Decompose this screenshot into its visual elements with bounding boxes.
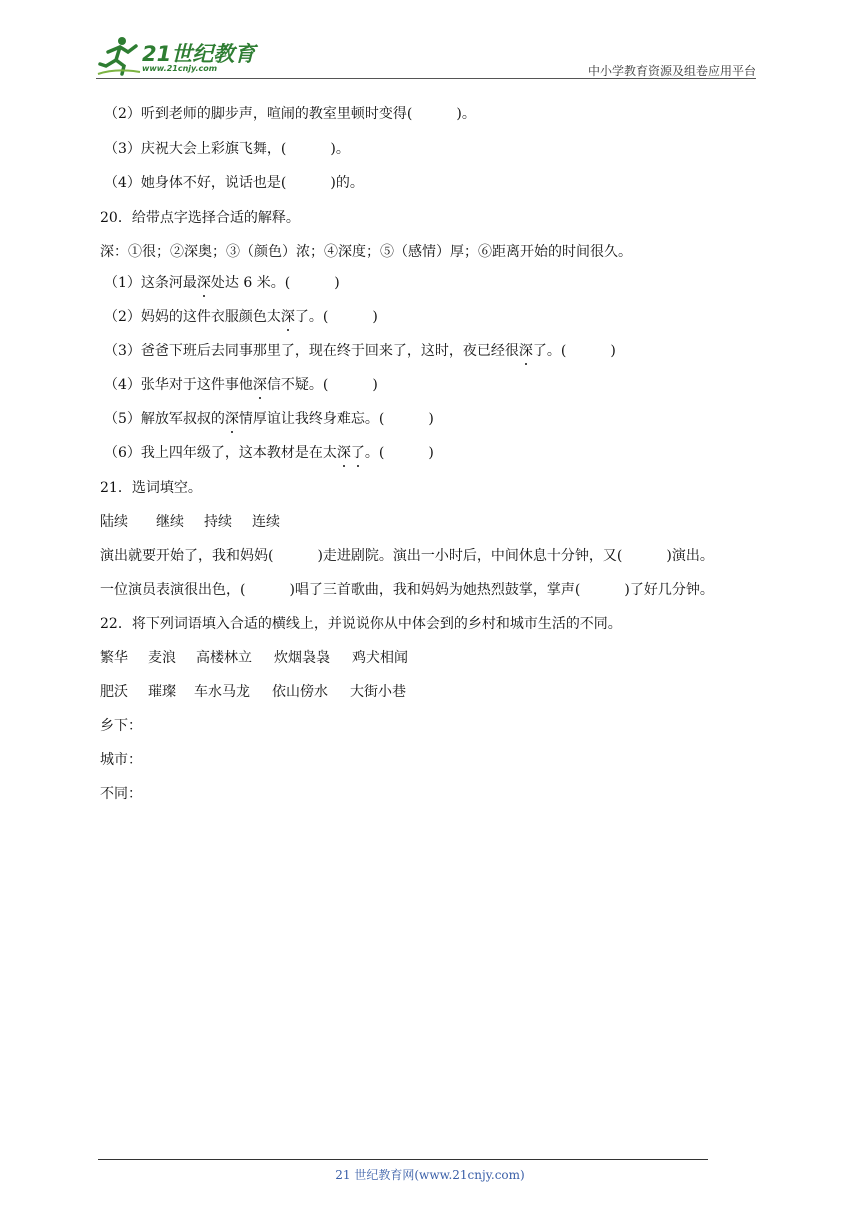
q20-item-1-mid: 处达 6 米。( <box>210 275 291 291</box>
word-option: 繁华 <box>100 650 128 666</box>
q22-difference-label: 不同： <box>100 786 142 802</box>
q21-sentence-1-end: )演出。 <box>666 548 714 564</box>
dotted-character: 了 <box>350 445 365 461</box>
logo-text: 21世纪教育 <box>142 42 256 66</box>
word-option: 肥沃 <box>100 684 128 700</box>
q20-item-3-text: （3）爸爸下班后去同事那里了，现在终于回来了，这时，夜已经很 <box>104 343 519 359</box>
header-divider <box>96 78 756 79</box>
word-option: 炊烟袅袅 <box>274 650 330 666</box>
site-logo <box>96 34 256 76</box>
q20-item-6-text: （6）我上四年级了，这本教材是在太 <box>104 445 337 461</box>
q20-item-4-mid: 信不疑。( <box>266 377 329 393</box>
q20-item-5 <box>104 409 434 429</box>
q20-item-2-text: （2）妈妈的这件衣服颜色太 <box>104 309 281 325</box>
q19-item-3-text: （3）庆祝大会上彩旗飞舞，( <box>104 141 287 157</box>
q19-item-4-text: （4）她身体不好，说话也是( <box>104 175 287 191</box>
platform-name: 中小学教育资源及组卷应用平台 <box>587 64 756 78</box>
q20-item-2-mid: 了。( <box>294 309 329 325</box>
dotted-character: 深 <box>518 343 533 359</box>
runner-logo-icon <box>96 34 144 76</box>
word-option: 车水马龙 <box>194 684 250 700</box>
word-option: 大街小巷 <box>350 684 406 700</box>
q19-item-4-end: )的。 <box>330 175 364 191</box>
q19-item-2 <box>104 104 476 124</box>
q20-options: 深：①很；②深奥；③（颜色）浓；④深度；⑤（感情）厚；⑥距离开始的时间很久。 <box>100 244 632 260</box>
q20-item-4 <box>104 375 378 395</box>
q20-item-1-text: （1）这条河最 <box>104 275 197 291</box>
q21-word-bank <box>100 512 280 532</box>
q20-item-3-end: ) <box>610 343 616 359</box>
q21-sentence-1-text: 演出就要开始了，我和妈妈( <box>100 548 274 564</box>
q20-item-4-text: （4）张华对于这件事他 <box>104 377 253 393</box>
q21-sentence-2-mid: )唱了三首歌曲，我和妈妈为她热烈鼓掌，掌声( <box>289 582 581 598</box>
q19-item-3 <box>104 139 350 159</box>
word-option: 高楼林立 <box>196 650 252 666</box>
word-option: 连续 <box>252 514 280 530</box>
dotted-character: 深 <box>336 445 351 461</box>
page-header <box>96 32 756 78</box>
word-option: 麦浪 <box>148 650 176 666</box>
dotted-character: 深 <box>196 275 211 291</box>
q20-item-6-end: ) <box>428 445 434 461</box>
word-option: 陆续 <box>100 514 128 530</box>
q19-item-4 <box>104 173 364 193</box>
q19-item-3-end: )。 <box>330 141 350 157</box>
q21-sentence-1 <box>100 546 714 566</box>
q20-item-3-mid: 了。( <box>532 343 567 359</box>
word-option: 持续 <box>204 514 232 530</box>
q22-city-label: 城市： <box>100 752 142 768</box>
q20-item-6 <box>104 443 434 463</box>
word-option: 璀璨 <box>148 684 176 700</box>
q21-sentence-2 <box>100 580 714 600</box>
word-option: 鸡犬相闻 <box>352 650 408 666</box>
q21-sentence-2-end: )了好几分钟。 <box>624 582 714 598</box>
q20-item-1-end: ) <box>334 275 340 291</box>
q20-item-1 <box>104 273 340 293</box>
word-option: 依山傍水 <box>272 684 328 700</box>
q21-sentence-2-text: 一位演员表演很出色，( <box>100 582 246 598</box>
dotted-character: 深 <box>224 411 239 427</box>
q20-item-3 <box>104 341 616 361</box>
q19-item-2-end: )。 <box>456 106 476 122</box>
q20-item-5-text: （5）解放军叔叔的 <box>104 411 225 427</box>
q22-title: 22．将下列词语填入合适的横线上，并说说你从中体会到的乡村和城市生活的不同。 <box>100 616 622 632</box>
dotted-character: 深 <box>280 309 295 325</box>
footer-divider <box>98 1159 708 1160</box>
footer-link[interactable]: 21 世纪教育网(www.21cnjy.com) <box>335 1168 525 1182</box>
q22-country-label: 乡下： <box>100 718 142 734</box>
dotted-character: 深 <box>252 377 267 393</box>
q19-item-2-text: （2）听到老师的脚步声，喧闹的教室里顿时变得( <box>104 106 413 122</box>
q20-item-6-mid: 。( <box>364 445 385 461</box>
q20-item-4-end: ) <box>372 377 378 393</box>
q20-item-2 <box>104 307 378 327</box>
q21-title: 21．选词填空。 <box>100 480 202 496</box>
word-option: 继续 <box>156 514 184 530</box>
q22-word-row-2 <box>100 682 406 702</box>
q20-item-2-end: ) <box>372 309 378 325</box>
q20-item-5-mid: 情厚谊让我终身难忘。( <box>238 411 385 427</box>
logo-url: www.21cnjy.com <box>142 64 218 73</box>
q22-word-row-1 <box>100 648 408 668</box>
q20-item-5-end: ) <box>428 411 434 427</box>
q20-title: 20．给带点字选择合适的解释。 <box>100 210 300 226</box>
q21-sentence-1-mid: )走进剧院。演出一小时后，中间休息十分钟，又( <box>317 548 623 564</box>
